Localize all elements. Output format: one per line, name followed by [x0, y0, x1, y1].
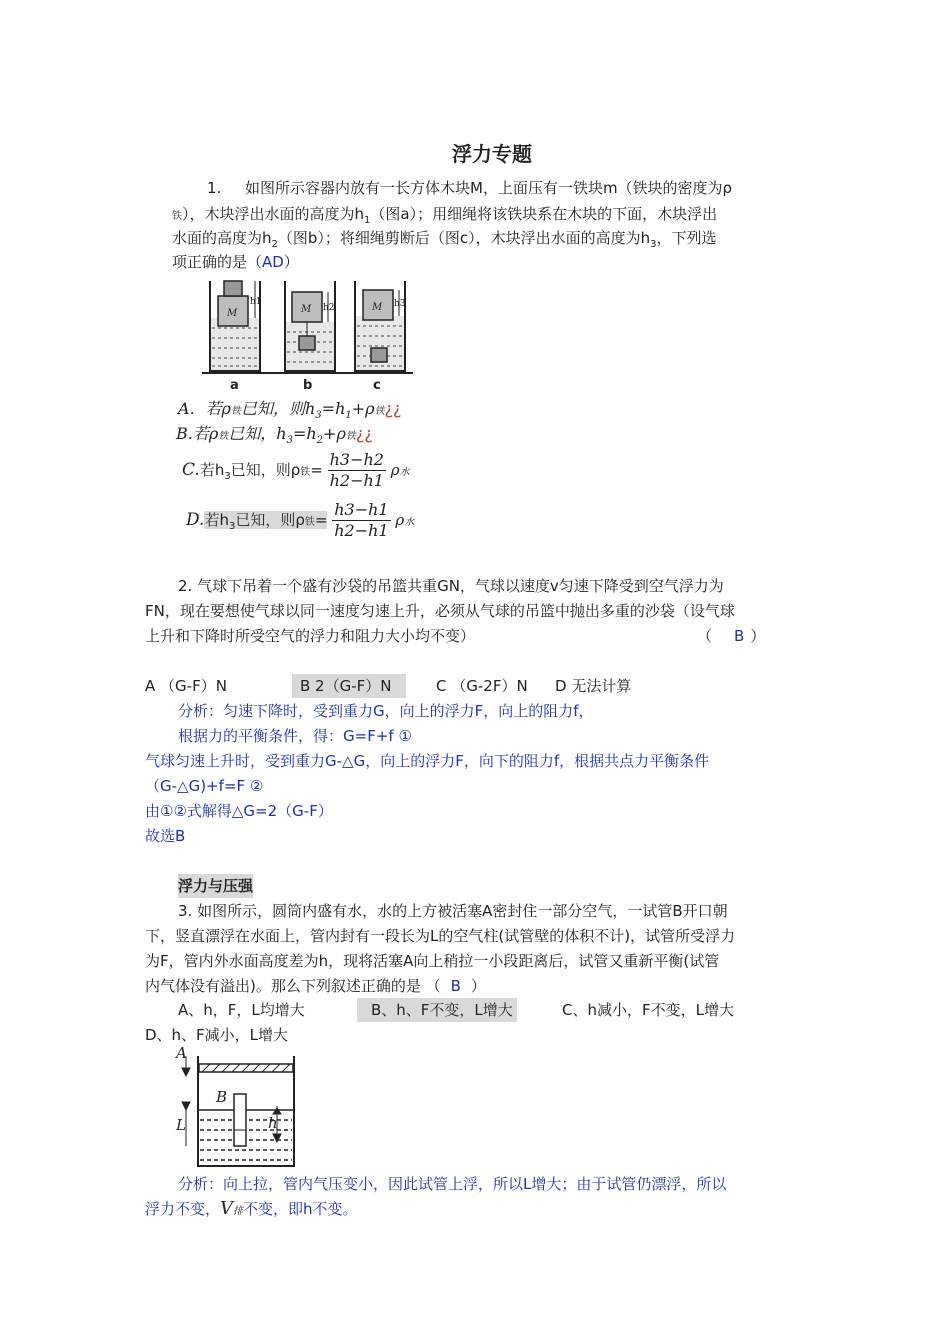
q2-analysis-1: 分析：匀速下降时，受到重力G，向上的浮力F，向上的阻力f， [178, 702, 594, 720]
fig-label-h: h [268, 1114, 278, 1132]
q1-line4: 项正确的是（AD） [172, 253, 299, 271]
q1-line1: 如图所示容器内放有一长方体木块M，上面压有一铁块m（铁块的密度为ρ [245, 179, 733, 197]
q3-line3: 为F，管内外水面高度差为h，现将活塞A向上稍拉一小段距离后，试管又重新平衡(试管 [145, 952, 720, 970]
q1-line2: 铁），木块浮出水面的高度为$h_1$（图a）；用细绳将该铁块系在木块的下面，木块浮出 [172, 205, 718, 226]
q3-line4: 内气体没有溢出)。那么下列叙述正确的是 （ B ） [145, 977, 486, 995]
q2-option-a: A （G-F）N [145, 677, 227, 695]
fig-label-L: L [176, 1116, 186, 1134]
figure-cylinder [172, 1046, 302, 1172]
page-title: 浮力专题 [452, 142, 532, 166]
q3-option-d: D、h、F减小，L增大 [145, 1026, 289, 1044]
svg-text:h2: h2 [323, 303, 335, 313]
q2-option-b: B 2（G-F）N [292, 674, 406, 698]
q3-option-c: C、h减小，F不变，L增大 [562, 1001, 734, 1019]
fig-label-B: B [216, 1088, 228, 1106]
q3-line1: 3. 如图所示，圆筒内盛有水，水的上方被活塞A密封住一部分空气，一试管B开口朝 [178, 902, 728, 920]
q2-option-d: D 无法计算 [555, 677, 632, 695]
fraction-c: $\frac{h3-h2}{h2-h1}$ [329, 450, 384, 490]
q3-line2: 下，竖直漂浮在水面上，管内封有一段长为L的空气柱(试管壁的体积不计)，试管所受浮力 [145, 927, 736, 945]
q3-option-b: B、h、F不变，L增大 [357, 998, 517, 1022]
q3-analysis-2: 浮力不变，V排不变，即h不变。 [145, 1198, 358, 1219]
q2-analysis-5: 由①②式解得△G=2（G-F） [145, 802, 333, 820]
q1-option-b: B.若ρ铁已知，$h_3=h_2+\rho$铁¿¿ [176, 424, 373, 447]
svg-text:h3: h3 [394, 299, 406, 309]
fig-label-c: c [373, 378, 381, 393]
fig-label-b: b [303, 378, 313, 393]
q1-answer: AD [262, 253, 284, 271]
section-heading: 浮力与压强 [178, 874, 253, 898]
q2-analysis-4: （G-△G)+f=F ② [145, 777, 264, 795]
q1-number: 1. [207, 179, 222, 197]
fraction-d: $\frac{h3-h1}{h2-h1}$ [334, 500, 389, 540]
q1-line3: 水面的高度为$h_2$（图b）；将细绳剪断后（图c），木块浮出水面的高度为$h_3$，下列选 [172, 229, 717, 250]
svg-text:M: M [227, 308, 238, 319]
q2-answer: （ B ） [697, 627, 766, 645]
q2-line2: FN，现在要想使气球以同一速度匀速上升，必须从气球的吊篮中抛出多重的沙袋（设气球 [145, 602, 735, 620]
q2-analysis-3: 气球匀速上升时，受到重力G-△G，向上的浮力F，向下的阻力f，根据共点力平衡条件 [145, 752, 710, 770]
q1-option-a: A．若ρ铁已知，则$h_3=h_1+\rho$铁¿¿ [178, 399, 402, 422]
q3-analysis-1: 分析：向上拉，管内气压变小，因此试管上浮，所以L增大；由于试管仍漂浮，所以 [178, 1175, 727, 1193]
q2-analysis-6: 故选B [145, 827, 186, 845]
fig-label-A: A [176, 1046, 187, 1062]
q2-option-c: C （G-2F）N [436, 677, 528, 695]
q1-option-d: D.若$h_3$已知，则ρ铁= $\frac{h3-h1}{h2-h1}$ ρ水 [186, 500, 415, 540]
q2-analysis-2: 根据力的平衡条件，得：G=F+f ① [178, 727, 412, 745]
h1-label: h1 [250, 297, 262, 307]
svg-text:M: M [301, 304, 312, 315]
q3-option-a: A、h，F，L均增大 [178, 1001, 305, 1019]
figure-containers [200, 276, 415, 394]
q1-option-c: C.若$h_3$已知，则ρ铁= $\frac{h3-h2}{h2-h1}$ ρ水 [182, 450, 410, 490]
q2-line1: 2. 气球下吊着一个盛有沙袋的吊篮共重GN，气球以速度v匀速下降受到空气浮力为 [178, 577, 724, 595]
svg-text:M: M [372, 302, 383, 313]
q2-line3: 上升和下降时所受空气的浮力和阻力大小均不变） [145, 627, 476, 645]
fig-label-a: a [230, 378, 239, 393]
